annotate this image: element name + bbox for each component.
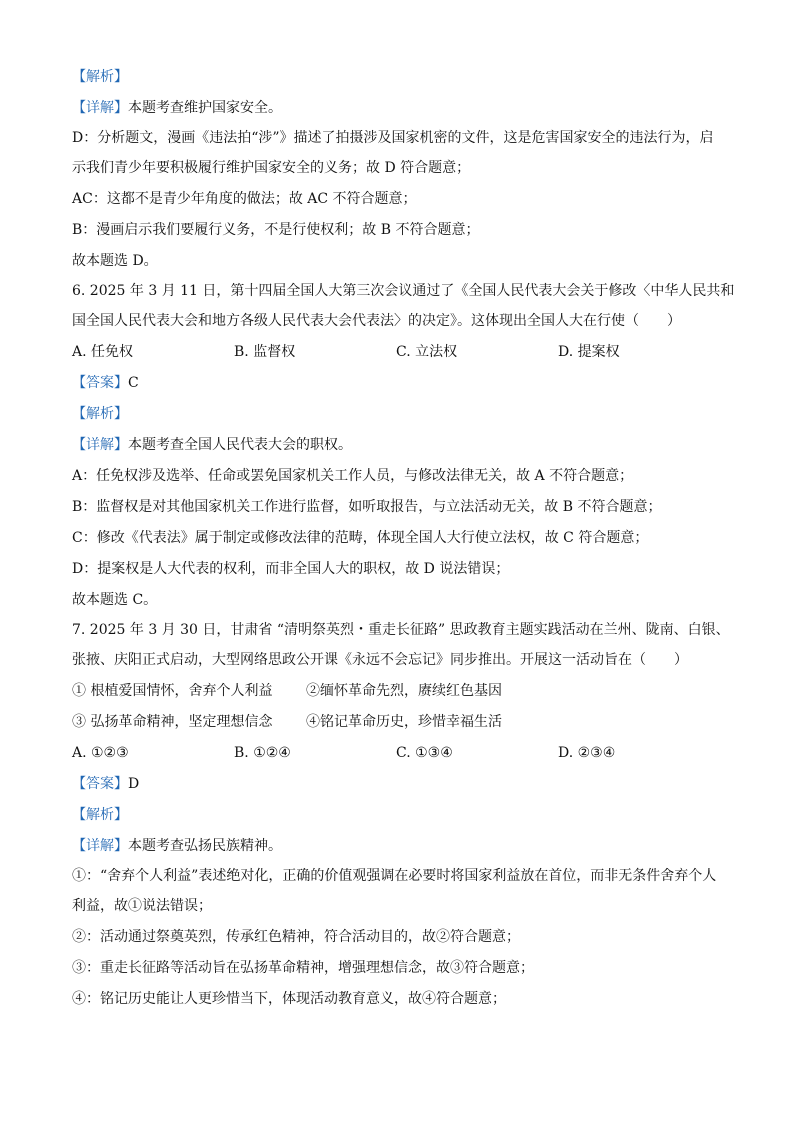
question-stem: 国全国人民代表大会和地方各级人民代表大会代表法〉的决定》。这体现出全国人大在行使（ ） <box>72 313 681 329</box>
statement-1: ① 根植爱国情怀，舍弃个人利益 <box>72 683 273 699</box>
detail-text: 本题考查弘扬民族精神。 <box>128 838 282 854</box>
detail-tag: 【详解】 <box>72 100 128 116</box>
explanation-line: B：漫画启示我们要履行义务，不是行使权利；故 B 不符合题意； <box>72 222 480 238</box>
option-b: B. 监督权 <box>234 344 296 360</box>
answer-tag: 【答案】 <box>72 776 128 792</box>
explanation-line: ①：“舍弃个人利益”表述绝对化，正确的价值观强调在必要时将国家利益放在首位，而非无条件舍弃个人 <box>72 868 717 884</box>
answer-value: C <box>128 375 139 391</box>
explanation-line: C：修改《代表法》属于制定或修改法律的范畴，体现全国人大行使立法权，故 C 符合题意； <box>72 530 649 546</box>
option-d: D. ②③④ <box>558 745 616 761</box>
analysis-tag: 【解析】 <box>72 807 128 823</box>
option-b: B. ①②④ <box>234 745 291 761</box>
question-stem: 张掖、庆阳正式启动，大型网络思政公开课《永远不会忘记》同步推出。开展这一活动旨在（ ） <box>72 652 688 668</box>
explanation-line: B：监督权是对其他国家机关工作进行监督，如听取报告，与立法活动无关，故 B 不符合题意； <box>72 499 662 515</box>
analysis-tag: 【解析】 <box>72 69 128 85</box>
answer-tag: 【答案】 <box>72 375 128 391</box>
explanation-line: 利益，故①说法错误； <box>72 898 212 914</box>
option-d: D. 提案权 <box>558 344 620 360</box>
option-a: A. 任免权 <box>72 344 134 360</box>
conclusion-line: 故本题选 C。 <box>72 592 158 608</box>
detail-tag: 【详解】 <box>72 838 128 854</box>
answer-line <box>72 769 722 800</box>
explanation-line: 示我们青少年要积极履行维护国家安全的义务；故 D 符合题意； <box>72 160 471 176</box>
explanation-line: D：提案权是人大代表的权利，而非全国人大的职权，故 D 说法错误； <box>72 561 510 577</box>
statement-4: ④铭记革命历史，珍惜幸福生活 <box>306 714 502 730</box>
statement-row <box>72 676 722 707</box>
detail-text: 本题考查全国人民代表大会的职权。 <box>128 437 352 453</box>
analysis-tag: 【解析】 <box>72 406 128 422</box>
option-a: A. ①②③ <box>72 745 129 761</box>
question-stem: 7. 2025 年 3 月 30 日，甘肃省 “清明祭英烈・重走长征路” 思政教育主题实践活动在兰州、陇南、白银、 <box>72 622 730 638</box>
statement-3: ③ 弘扬革命精神，坚定理想信念 <box>72 714 273 730</box>
detail-text: 本题考查维护国家安全。 <box>128 100 282 116</box>
detail-tag: 【详解】 <box>72 437 128 453</box>
conclusion-line: 故本题选 D。 <box>72 253 158 269</box>
explanation-line: ④：铭记历史能让人更珍惜当下，体现活动教育意义，故④符合题意； <box>72 991 506 1007</box>
document-page <box>72 62 735 1015</box>
question-stem: 6. 2025 年 3 月 11 日，第十四届全国人大第三次会议通过了《全国人民代表大会关于修改〈中华人民共和 <box>72 283 735 299</box>
analysis-heading <box>72 800 722 831</box>
explanation-line: A：任免权涉及选举、任命或罢免国家机关工作人员，与修改法律无关，故 A 不符合题意； <box>72 468 634 484</box>
option-c: C. ①③④ <box>396 745 453 761</box>
statement-2: ②缅怀革命先烈，赓续红色基因 <box>306 683 502 699</box>
analysis-heading <box>72 399 722 430</box>
answer-value: D <box>128 776 140 792</box>
explanation-line: ③：重走长征路等活动旨在弘扬革命精神，增强理想信念，故③符合题意； <box>72 960 534 976</box>
explanation-line: ②：活动通过祭奠英烈，传承红色精神，符合活动目的，故②符合题意； <box>72 929 520 945</box>
option-row <box>72 337 722 368</box>
explanation-line: AC：这都不是青少年角度的做法；故 AC 不符合题意； <box>72 191 417 207</box>
detail-line <box>72 93 722 124</box>
answer-line <box>72 368 722 399</box>
explanation-line: D：分析题文，漫画《违法拍“涉”》描述了拍摄涉及国家机密的文件，这是危害国家安全的违法行为，启 <box>72 130 714 146</box>
option-c: C. 立法权 <box>396 344 458 360</box>
option-row <box>72 738 722 769</box>
detail-line <box>72 831 722 862</box>
statement-row <box>72 707 722 738</box>
detail-line <box>72 430 722 461</box>
analysis-heading <box>72 62 722 93</box>
